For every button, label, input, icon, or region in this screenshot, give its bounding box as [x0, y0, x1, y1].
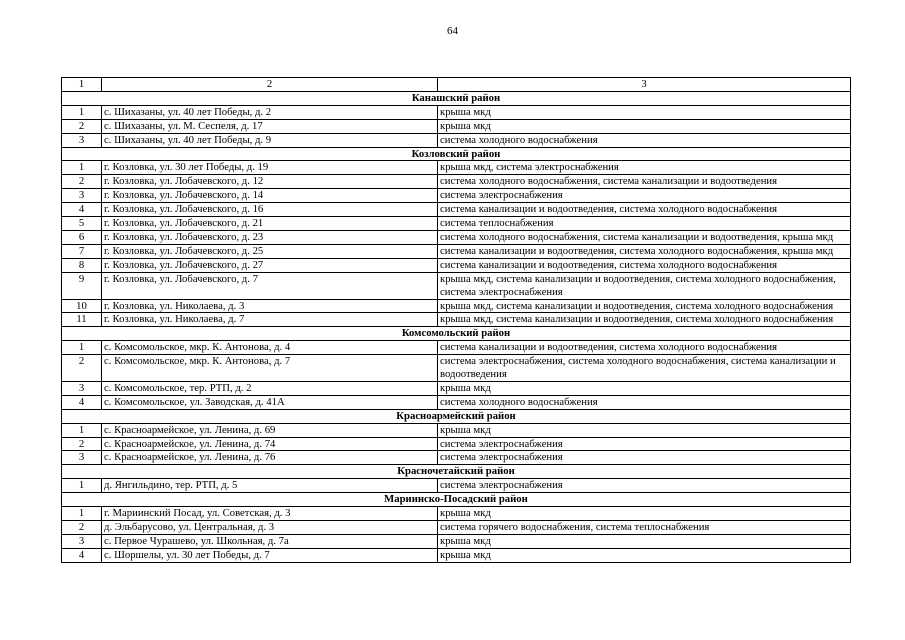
- work-line: крыша мкд, система канализации и водоотведения, система холодного водоснабжения: [440, 313, 834, 326]
- table-row: [62, 161, 851, 175]
- row-number: 1: [62, 479, 102, 493]
- table-row: [62, 479, 851, 493]
- work-line: система канализации и водоотведения, система холодного водоснабжения: [440, 203, 778, 216]
- table-row: [62, 258, 851, 272]
- address-cell: г. Мариинский Посад, ул. Советская, д. 3: [102, 507, 438, 521]
- table-row: [62, 451, 851, 465]
- table-row: [62, 189, 851, 203]
- work-cell: [438, 203, 851, 217]
- work-cell: [438, 299, 851, 313]
- table-row: [62, 521, 851, 535]
- work-line: крыша мкд: [440, 105, 491, 118]
- work-cell: [438, 230, 851, 244]
- row-number: 3: [62, 534, 102, 548]
- row-number: 11: [62, 313, 102, 327]
- address-cell: г. Козловка, ул. Лобачевского, д. 14: [102, 189, 438, 203]
- row-number: 1: [62, 161, 102, 175]
- work-line: система электроснабжения: [440, 437, 563, 450]
- work-line: система канализации и водоотведения, система холодного водоснабжения: [440, 258, 778, 271]
- row-number: 2: [62, 437, 102, 451]
- address-cell: с. Комсомольское, ул. Заводская, д. 41А: [102, 395, 438, 409]
- work-line: система холодного водоснабжения, система канализации и водоотведения, крыша мкд: [440, 230, 834, 243]
- address-cell: г. Козловка, ул. Лобачевского, д. 23: [102, 230, 438, 244]
- work-cell: [438, 341, 851, 355]
- work-cell: [438, 355, 851, 382]
- work-cell: [438, 507, 851, 521]
- work-line: система электроснабжения: [440, 285, 563, 298]
- work-line: крыша мкд: [440, 534, 491, 547]
- work-cell: [438, 272, 851, 299]
- work-line: крыша мкд: [440, 507, 491, 520]
- work-line: система электроснабжения: [440, 189, 563, 202]
- work-cell: [438, 189, 851, 203]
- work-cell: [438, 119, 851, 133]
- table-row: [62, 548, 851, 562]
- row-number: 2: [62, 521, 102, 535]
- work-cell: [438, 423, 851, 437]
- table-row: [62, 299, 851, 313]
- table-row: [62, 313, 851, 327]
- address-cell: с. Шихазаны, ул. 40 лет Победы, д. 2: [102, 105, 438, 119]
- section-header-row: [62, 409, 851, 423]
- table-row: [62, 395, 851, 409]
- work-line: крыша мкд: [440, 119, 491, 132]
- table-row: [62, 119, 851, 133]
- section-header-row: [62, 91, 851, 105]
- work-line: крыша мкд: [440, 423, 491, 436]
- address-cell: г. Козловка, ул. Лобачевского, д. 27: [102, 258, 438, 272]
- row-number: 2: [62, 355, 102, 382]
- column-header-address: 2: [102, 78, 438, 92]
- work-line: крыша мкд, система канализации и водоотведения, система холодного водоснабжения,: [440, 272, 836, 285]
- row-number: 4: [62, 395, 102, 409]
- address-cell: г. Козловка, ул. Николаева, д. 7: [102, 313, 438, 327]
- section-header-row: [62, 493, 851, 507]
- row-number: 1: [62, 341, 102, 355]
- work-line: система холодного водоснабжения, система канализации и водоотведения: [440, 175, 778, 188]
- work-cell: [438, 479, 851, 493]
- work-cell: [438, 437, 851, 451]
- address-cell: с. Красноармейское, ул. Ленина, д. 76: [102, 451, 438, 465]
- address-cell: г. Козловка, ул. Лобачевского, д. 21: [102, 217, 438, 231]
- work-cell: [438, 548, 851, 562]
- table-row: [62, 423, 851, 437]
- row-number: 1: [62, 105, 102, 119]
- table-row: [62, 244, 851, 258]
- row-number: 3: [62, 451, 102, 465]
- work-cell: [438, 217, 851, 231]
- address-cell: г. Козловка, ул. Лобачевского, д. 12: [102, 175, 438, 189]
- work-line: система канализации и водоотведения, система холодного водоснабжения: [440, 341, 778, 354]
- section-title: Мариинско-Посадский район: [62, 493, 851, 507]
- work-line: крыша мкд, система электроснабжения: [440, 161, 619, 174]
- row-number: 5: [62, 217, 102, 231]
- address-cell: д. Эльбарусово, ул. Центральная, д. 3: [102, 521, 438, 535]
- row-number: 3: [62, 189, 102, 203]
- address-cell: с. Комсомольское, мкр. К. Антонова, д. 7: [102, 355, 438, 382]
- row-number: 1: [62, 507, 102, 521]
- work-line: система горячего водоснабжения, система теплоснабжения: [440, 521, 710, 533]
- row-number: 1: [62, 423, 102, 437]
- work-line: система электроснабжения: [440, 451, 563, 464]
- address-cell: с. Шоршелы, ул. 30 лет Победы, д. 7: [102, 548, 438, 562]
- address-cell: г. Козловка, ул. Лобачевского, д. 7: [102, 272, 438, 299]
- work-line: система теплоснабжения: [440, 217, 554, 230]
- table-row: [62, 175, 851, 189]
- work-cell: [438, 133, 851, 147]
- work-cell: [438, 175, 851, 189]
- work-cell: [438, 313, 851, 327]
- work-cell: [438, 395, 851, 409]
- work-cell: [438, 105, 851, 119]
- row-number: 3: [62, 133, 102, 147]
- work-line: водоотведения: [440, 368, 507, 381]
- repair-table: [61, 77, 851, 563]
- column-header-row: [62, 78, 851, 92]
- address-cell: с. Красноармейское, ул. Ленина, д. 69: [102, 423, 438, 437]
- work-line: крыша мкд: [440, 548, 491, 561]
- table-row: [62, 381, 851, 395]
- table-row: [62, 133, 851, 147]
- row-number: 6: [62, 230, 102, 244]
- row-number: 2: [62, 119, 102, 133]
- row-number: 7: [62, 244, 102, 258]
- table-row: [62, 105, 851, 119]
- page-number: 64: [447, 25, 458, 37]
- table-row: [62, 230, 851, 244]
- section-title: Красночетайский район: [62, 465, 851, 479]
- address-cell: с. Комсомольское, тер. РТП, д. 2: [102, 381, 438, 395]
- section-header-row: [62, 327, 851, 341]
- table-row: [62, 355, 851, 382]
- row-number: 2: [62, 175, 102, 189]
- table-row: [62, 437, 851, 451]
- row-number: 9: [62, 272, 102, 299]
- table-row: [62, 534, 851, 548]
- address-cell: с. Красноармейское, ул. Ленина, д. 74: [102, 437, 438, 451]
- address-cell: д. Янгильдино, тер. РТП, д. 5: [102, 479, 438, 493]
- column-header-work: 3: [438, 78, 851, 92]
- table-row: [62, 272, 851, 299]
- section-header-row: [62, 147, 851, 161]
- section-title: Комсомольский район: [62, 327, 851, 341]
- address-cell: с. Первое Чурашево, ул. Школьная, д. 7а: [102, 534, 438, 548]
- work-cell: [438, 451, 851, 465]
- address-cell: с. Шихазаны, ул. М. Сеспеля, д. 17: [102, 119, 438, 133]
- work-cell: [438, 381, 851, 395]
- work-line: система холодного водоснабжения: [440, 133, 598, 146]
- section-title: Козловский район: [62, 147, 851, 161]
- work-line: система канализации и водоотведения, система холодного водоснабжения, крыша мкд: [440, 244, 834, 257]
- address-cell: г. Козловка, ул. Лобачевского, д. 25: [102, 244, 438, 258]
- column-header-number: 1: [62, 78, 102, 92]
- work-line: крыша мкд, система канализации и водоотведения, система холодного водоснабжения: [440, 299, 834, 312]
- work-cell: [438, 258, 851, 272]
- address-cell: г. Козловка, ул. 30 лет Победы, д. 19: [102, 161, 438, 175]
- work-cell: [438, 521, 851, 535]
- address-cell: г. Козловка, ул. Николаева, д. 3: [102, 299, 438, 313]
- table-row: [62, 341, 851, 355]
- section-header-row: [62, 465, 851, 479]
- row-number: 8: [62, 258, 102, 272]
- work-line: система электроснабжения: [440, 479, 563, 492]
- row-number: 4: [62, 203, 102, 217]
- work-line: система холодного водоснабжения: [440, 395, 598, 408]
- work-line: система электроснабжения, система холодного водоснабжения, система канализации и: [440, 355, 836, 368]
- work-line: крыша мкд: [440, 381, 491, 394]
- row-number: 3: [62, 381, 102, 395]
- row-number: 10: [62, 299, 102, 313]
- address-cell: с. Комсомольское, мкр. К. Антонова, д. 4: [102, 341, 438, 355]
- work-cell: [438, 534, 851, 548]
- address-cell: с. Шихазаны, ул. 40 лет Победы, д. 9: [102, 133, 438, 147]
- work-cell: [438, 244, 851, 258]
- work-cell: [438, 161, 851, 175]
- table-row: [62, 507, 851, 521]
- table-row: [62, 217, 851, 231]
- section-title: Красноармейский район: [62, 409, 851, 423]
- table-row: [62, 203, 851, 217]
- section-title: Канашский район: [62, 91, 851, 105]
- row-number: 4: [62, 548, 102, 562]
- address-cell: г. Козловка, ул. Лобачевского, д. 16: [102, 203, 438, 217]
